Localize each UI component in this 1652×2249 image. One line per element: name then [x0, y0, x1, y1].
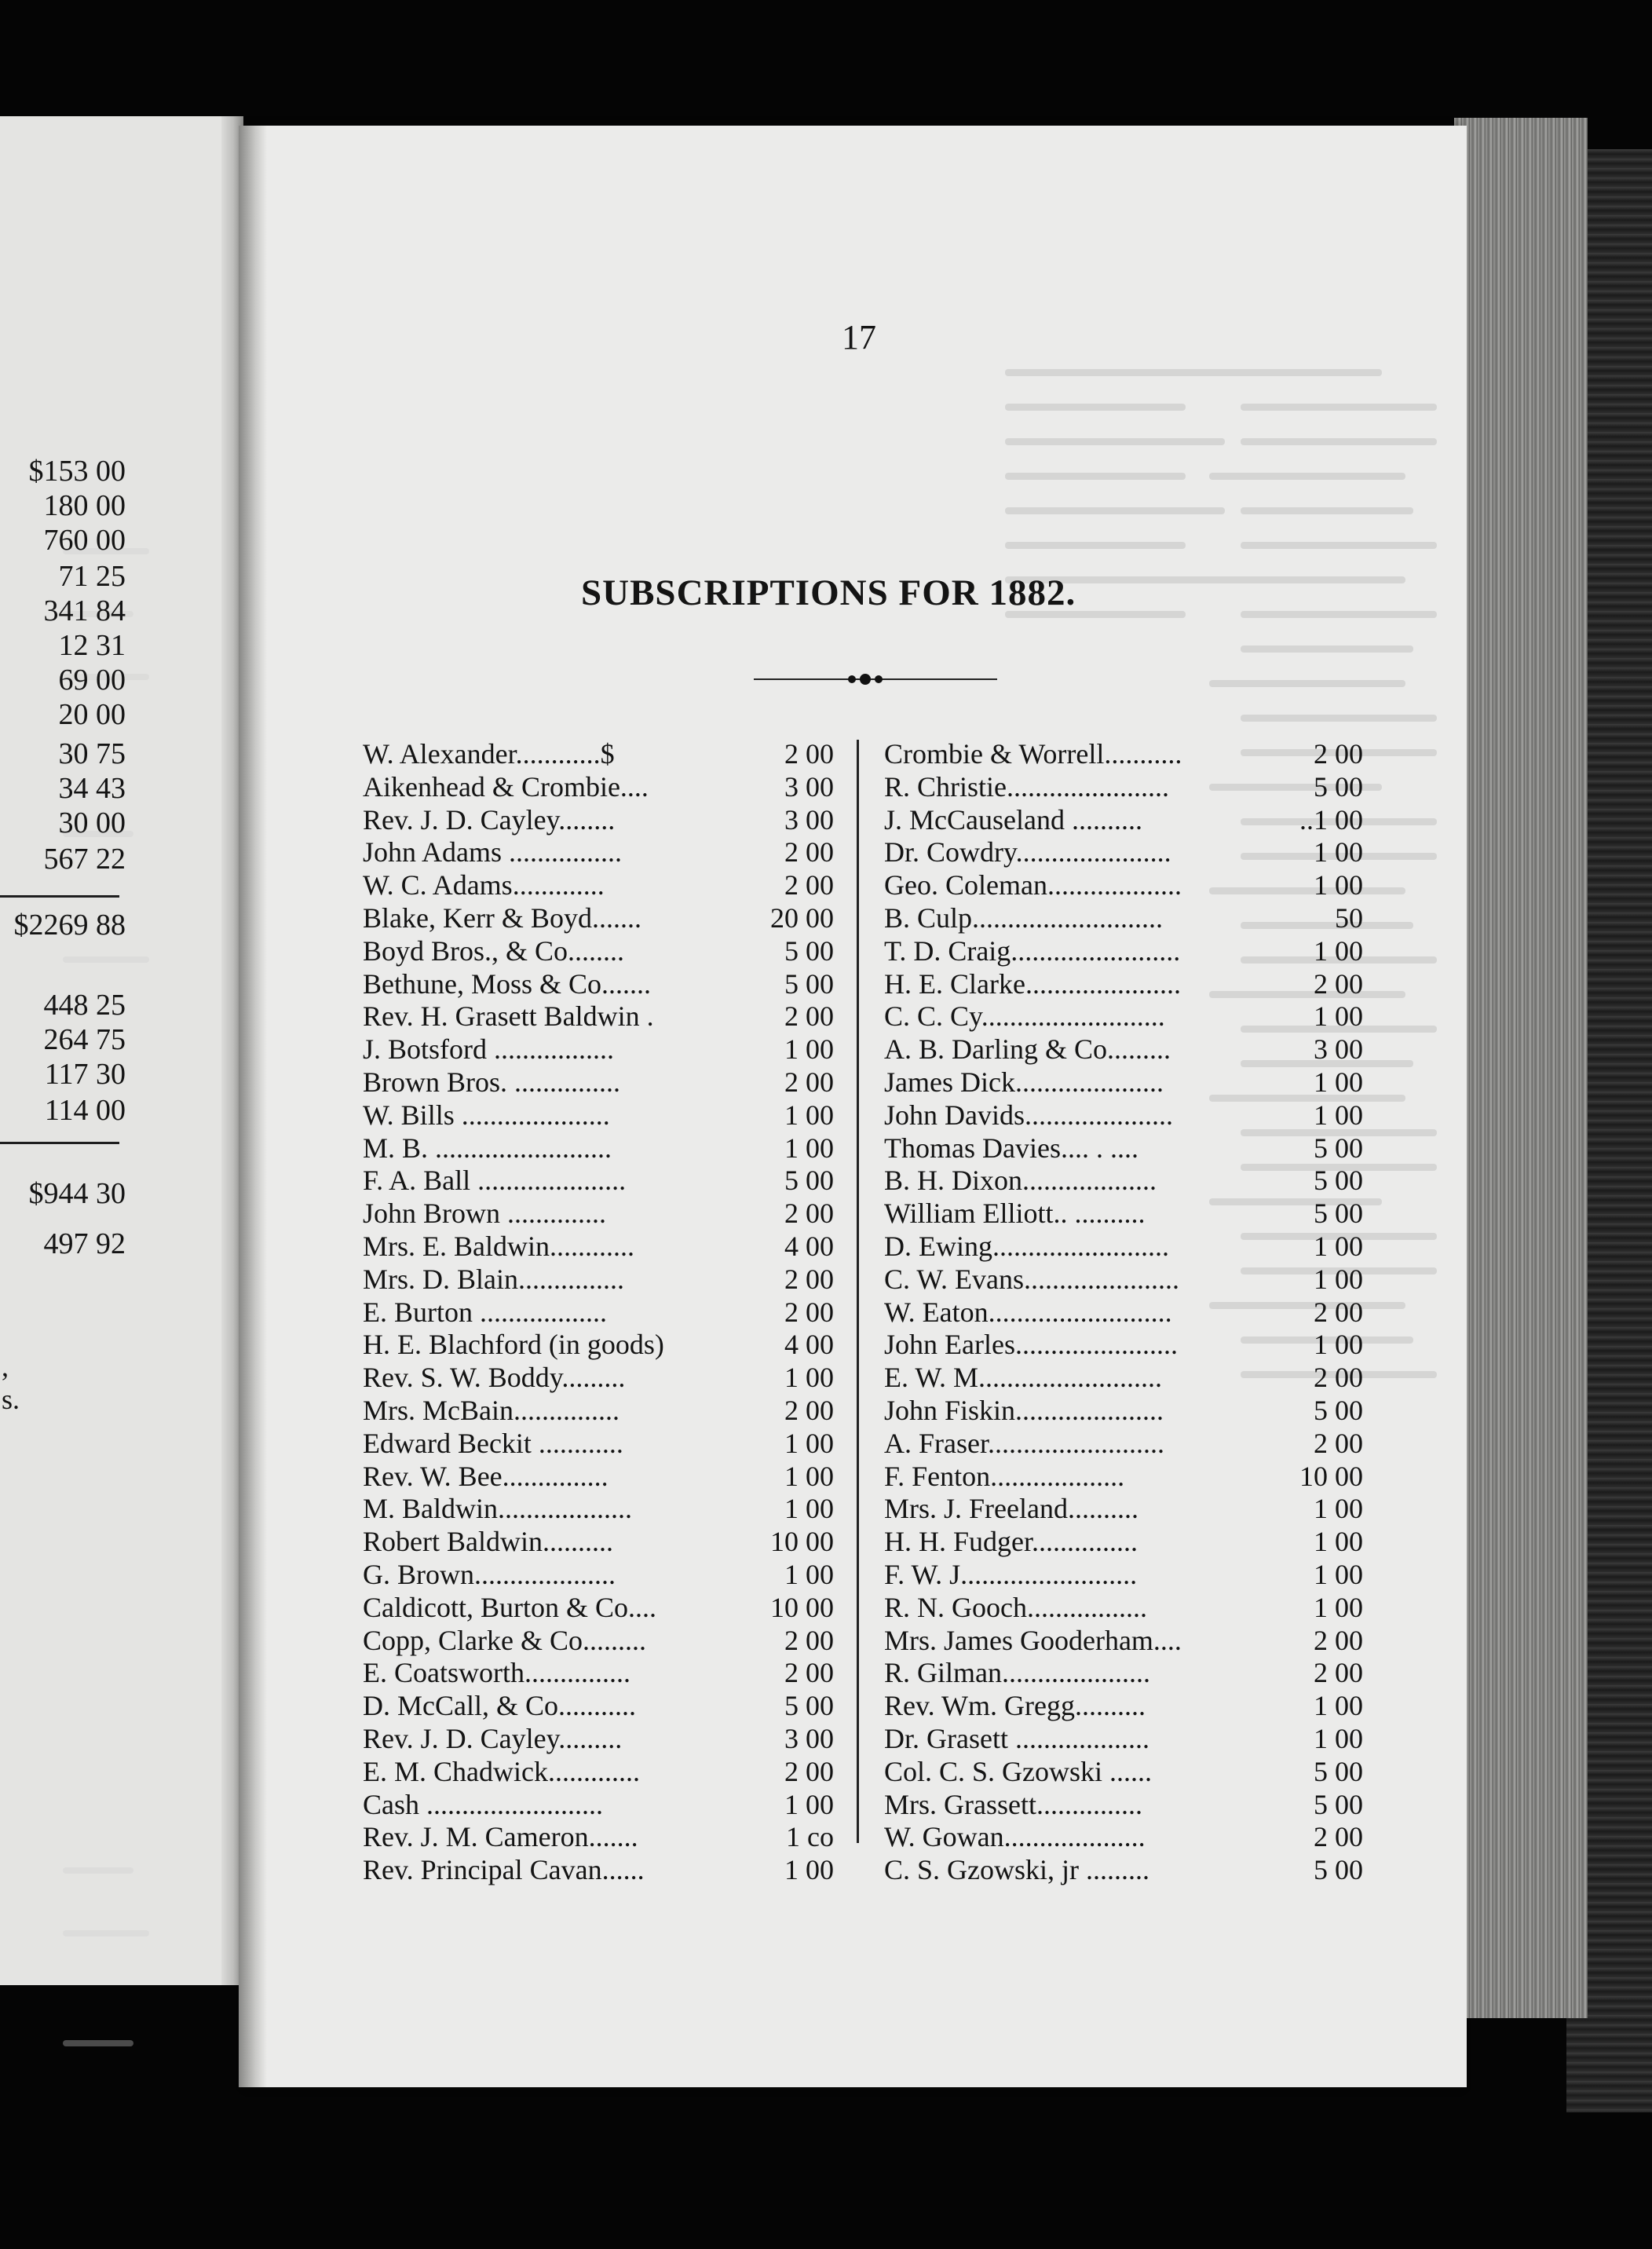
subscriber-name: J. Botsford ................. [363, 1033, 615, 1066]
subscription-row [363, 1592, 834, 1625]
subscription-amount: 10 00 [1299, 1460, 1363, 1492]
subscriber-name: Bethune, Moss & Co....... [363, 967, 652, 1000]
subscription-row [363, 1428, 834, 1461]
subscriber-name: Rev. J. D. Cayley........ [363, 803, 616, 836]
left-page-amount: 760 00 [43, 524, 126, 557]
left-page-amount-row [0, 773, 126, 804]
subscription-amount: 3 00 [1314, 1033, 1363, 1066]
subscription-amount: 2 00 [784, 1000, 834, 1033]
subscriber-name: John Fiskin..................... [884, 1394, 1164, 1426]
left-page-amount-row [0, 561, 126, 592]
subscription-amount: 1 00 [1314, 1066, 1363, 1098]
subscription-row [363, 1132, 834, 1165]
subscription-row [884, 1198, 1363, 1231]
subscriptions-column-left [363, 738, 834, 1887]
subscription-row [884, 1756, 1363, 1789]
subscription-amount: 1 00 [1314, 1722, 1363, 1754]
subscription-amount: 2 00 [784, 1394, 834, 1426]
subscriptions-column-right [884, 738, 1363, 1887]
subscriber-name: M. B. ......................... [363, 1132, 612, 1164]
subscription-row [363, 1461, 834, 1494]
subscriber-name: Crombie & Worrell........... [884, 738, 1182, 770]
subscription-amount: 1 00 [784, 1132, 834, 1164]
subscriber-name: A. B. Darling & Co......... [884, 1033, 1171, 1066]
subscription-amount: 5 00 [784, 1690, 834, 1722]
page-number: 17 [842, 318, 876, 357]
subscriber-name: E. Burton .................. [363, 1296, 607, 1328]
subscriber-name: Thomas Davies.... . .... [884, 1132, 1138, 1164]
subscription-row [884, 738, 1363, 771]
subscriber-name: R. Gilman..................... [884, 1657, 1150, 1689]
subscription-row [884, 1132, 1363, 1165]
left-page-amount: 12 31 [58, 629, 126, 662]
left-page [0, 116, 236, 1985]
left-page-amount-row [0, 455, 126, 487]
subscription-amount: 2 00 [784, 738, 834, 770]
subscription-row [884, 968, 1363, 1001]
sum-rule [0, 1142, 119, 1144]
subscription-row [884, 1428, 1363, 1461]
left-page-amount-row [0, 699, 126, 730]
subscription-amount: 5 00 [1314, 1788, 1363, 1820]
subscriber-name: Copp, Clarke & Co......... [363, 1624, 646, 1656]
subscription-amount: 1 00 [1314, 1230, 1363, 1262]
subscriber-name: Rev. W. Bee............... [363, 1460, 609, 1492]
subscription-row [363, 1559, 834, 1592]
subscription-row [363, 1066, 834, 1099]
subscription-row [363, 836, 834, 869]
subscription-amount: 1 00 [784, 1460, 834, 1492]
subscription-row [884, 1329, 1363, 1362]
subscriber-name: Mrs. J. Freeland.......... [884, 1493, 1138, 1525]
subscriber-name: Brown Bros. ............... [363, 1066, 621, 1098]
left-page-amount-row [0, 1095, 126, 1126]
subscription-amount: 2 00 [1314, 1427, 1363, 1459]
subscription-row [884, 836, 1363, 869]
left-page-amount: $2269 88 [13, 909, 126, 942]
subscription-row [884, 1099, 1363, 1132]
subscription-row [884, 771, 1363, 804]
subscriber-name: D. Ewing......................... [884, 1230, 1169, 1262]
subscription-row [363, 1099, 834, 1132]
subscription-amount: 5 00 [1314, 1755, 1363, 1787]
subscription-row [363, 1821, 834, 1854]
left-page-fragment: , [2, 1351, 9, 1382]
left-page-amount: 69 00 [58, 664, 126, 697]
subscriber-name: G. Brown.................... [363, 1558, 616, 1590]
subscriber-name: A. Fraser......................... [884, 1427, 1164, 1459]
subscription-row [363, 1493, 834, 1526]
subscriber-name: Col. C. S. Gzowski ...... [884, 1755, 1153, 1787]
left-page-amount: 448 25 [43, 989, 126, 1022]
left-page-amount-row [0, 909, 126, 941]
subscriber-name: Rev. Wm. Gregg.......... [884, 1690, 1146, 1722]
subscription-amount: 5 00 [784, 967, 834, 1000]
subscriber-name: William Elliott.. .......... [884, 1198, 1146, 1230]
subscriber-name: W. Alexander............$ [363, 738, 615, 770]
right-gutter [239, 126, 267, 2087]
subscription-amount: 2 00 [784, 1296, 834, 1328]
subscriber-name: J. McCauseland .......... [884, 803, 1142, 836]
subscription-row [363, 1263, 834, 1296]
subscription-row [363, 738, 834, 771]
subscriber-name: Mrs. Grassett............... [884, 1788, 1142, 1820]
subscriber-name: Rev. J. M. Cameron....... [363, 1821, 638, 1853]
subscription-row [884, 1854, 1363, 1887]
subscriber-name: W. Eaton.......................... [884, 1296, 1172, 1328]
subscription-row [363, 1723, 834, 1756]
subscriber-name: R. Christie....................... [884, 770, 1170, 803]
subscription-row [363, 1296, 834, 1329]
subscription-amount: 2 00 [1314, 1296, 1363, 1328]
subscription-row [363, 869, 834, 902]
subscription-row [884, 902, 1363, 935]
subscription-row [884, 804, 1363, 837]
left-page-amount-row [0, 1228, 126, 1260]
left-page-amount: 117 30 [44, 1058, 126, 1091]
subscription-row [363, 1362, 834, 1395]
subscription-amount: 1 00 [1314, 1099, 1363, 1131]
subscription-row [884, 935, 1363, 968]
subscription-row [363, 771, 834, 804]
subscription-amount: 2 00 [784, 836, 834, 869]
left-page-amount-row [0, 807, 126, 839]
left-page-amount-row [0, 989, 126, 1021]
subscription-row [363, 1657, 834, 1690]
left-page-amount-row [0, 595, 126, 627]
subscriber-name: Aikenhead & Crombie.... [363, 770, 649, 803]
subscription-row [363, 1033, 834, 1066]
left-page-amount-row [0, 843, 126, 875]
subscription-amount: 1 00 [784, 1033, 834, 1066]
subscriber-name: W. Bills ..................... [363, 1099, 610, 1131]
subscriber-name: Rev. S. W. Boddy......... [363, 1362, 626, 1394]
left-page-amount-row [0, 490, 126, 521]
subscription-amount: 2 00 [784, 1624, 834, 1656]
subscription-amount: 50 [1335, 901, 1363, 934]
subscription-row [363, 1165, 834, 1198]
subscriber-name: Cash ......................... [363, 1788, 603, 1820]
left-page-amount: 341 84 [43, 594, 126, 627]
subscription-row [884, 1559, 1363, 1592]
subscriber-name: E. W. M.......................... [884, 1362, 1163, 1394]
subscription-row [884, 1165, 1363, 1198]
subscription-amount: 1 00 [1314, 1526, 1363, 1558]
subscription-row [363, 1526, 834, 1559]
subscription-amount: 1 00 [784, 1558, 834, 1590]
subscription-row [884, 1033, 1363, 1066]
subscription-amount: 2 00 [1314, 1624, 1363, 1656]
subscriber-name: Geo. Coleman................... [884, 869, 1182, 901]
left-page-amount-row [0, 630, 126, 661]
subscriber-name: Mrs. D. Blain............... [363, 1263, 624, 1295]
subscription-amount: 1 00 [784, 1427, 834, 1459]
subscription-row [884, 1821, 1363, 1854]
subscription-amount: 1 00 [1314, 1558, 1363, 1590]
subscription-amount: 1 co [786, 1821, 834, 1853]
ornament-divider [754, 671, 997, 686]
left-page-amount-row [0, 525, 126, 556]
left-page-amount: 567 22 [43, 843, 126, 876]
subscription-amount: 5 00 [784, 1165, 834, 1197]
subscription-amount: 1 00 [784, 1788, 834, 1820]
subscriber-name: John Adams ................ [363, 836, 623, 869]
subscriber-name: F. Fenton................... [884, 1460, 1125, 1492]
subscription-amount: 1 00 [784, 1099, 834, 1131]
subscription-amount: 2 00 [784, 1657, 834, 1689]
subscription-amount: 2 00 [784, 869, 834, 901]
subscription-amount: 1 00 [1314, 1000, 1363, 1033]
subscription-amount: 5 00 [1314, 1394, 1363, 1426]
subscriber-name: F. A. Ball ..................... [363, 1165, 627, 1197]
subscriber-name: H. H. Fudger............... [884, 1526, 1138, 1558]
subscription-amount: 2 00 [1314, 1657, 1363, 1689]
subscriber-name: James Dick..................... [884, 1066, 1164, 1098]
subscriber-name: W. Gowan.................... [884, 1821, 1146, 1853]
subscription-amount: 3 00 [784, 803, 834, 836]
subscription-amount: 4 00 [784, 1230, 834, 1262]
subscription-row [884, 869, 1363, 902]
left-page-amount: $944 30 [28, 1177, 126, 1210]
subscription-amount: 1 00 [1314, 1690, 1363, 1722]
subscription-amount: 1 00 [1314, 1591, 1363, 1623]
subscription-amount: 2 00 [1314, 1362, 1363, 1394]
subscriber-name: B. H. Dixon................... [884, 1165, 1157, 1197]
left-page-amount-row [0, 1024, 126, 1055]
subscriber-name: T. D. Craig........................ [884, 934, 1181, 967]
subscriber-name: H. E. Clarke...................... [884, 967, 1181, 1000]
sum-rule [0, 895, 119, 898]
subscriber-name: R. N. Gooch................. [884, 1591, 1147, 1623]
subscriber-name: E. M. Chadwick............. [363, 1755, 640, 1787]
left-page-amount-row [0, 738, 126, 770]
subscription-amount: 20 00 [770, 901, 834, 934]
subscription-row [363, 1690, 834, 1723]
subscriber-name: Robert Baldwin.......... [363, 1526, 613, 1558]
subscriber-name: Rev. Principal Cavan...... [363, 1854, 645, 1886]
left-page-fragment: s. [2, 1384, 20, 1415]
subscription-amount: 5 00 [1314, 770, 1363, 803]
subscription-row [884, 1493, 1363, 1526]
left-page-amount: 34 43 [58, 772, 126, 805]
subscription-amount: 1 00 [1314, 934, 1363, 967]
subscription-amount: 2 00 [784, 1066, 834, 1098]
subscription-amount: 5 00 [1314, 1854, 1363, 1886]
subscription-amount: 1 00 [1314, 1329, 1363, 1361]
subscriber-name: B. Culp........................... [884, 901, 1164, 934]
subscriber-name: John Earles....................... [884, 1329, 1178, 1361]
subscription-row [884, 1625, 1363, 1658]
left-page-amount: 30 00 [58, 806, 126, 839]
subscription-amount: 5 00 [1314, 1165, 1363, 1197]
subscription-amount: 5 00 [784, 934, 834, 967]
subscription-amount: 3 00 [784, 1722, 834, 1754]
subscriber-name: C. W. Evans...................... [884, 1263, 1180, 1295]
subscription-row [363, 1625, 834, 1658]
subscription-row [884, 1395, 1363, 1428]
left-page-amount: 180 00 [43, 489, 126, 522]
subscription-amount: ..1 00 [1299, 803, 1363, 836]
subscription-row [363, 1756, 834, 1789]
subscriber-name: Dr. Cowdry...................... [884, 836, 1171, 869]
subscriber-name: Dr. Grasett ................... [884, 1722, 1149, 1754]
subscription-amount: 2 00 [784, 1198, 834, 1230]
subscriber-name: Boyd Bros., & Co........ [363, 934, 625, 967]
subscription-amount: 10 00 [770, 1526, 834, 1558]
subscription-row [884, 1000, 1363, 1033]
subscription-row [884, 1231, 1363, 1263]
subscription-amount: 1 00 [1314, 1493, 1363, 1525]
subscription-amount: 2 00 [784, 1755, 834, 1787]
subscription-amount: 1 00 [1314, 869, 1363, 901]
subscriber-name: Rev. J. D. Cayley......... [363, 1722, 623, 1754]
subscription-amount: 4 00 [784, 1329, 834, 1361]
subscription-amount: 10 00 [770, 1591, 834, 1623]
subscription-amount: 1 00 [784, 1493, 834, 1525]
subscription-row [884, 1362, 1363, 1395]
subscription-amount: 2 00 [1314, 738, 1363, 770]
subscription-amount: 1 00 [1314, 1263, 1363, 1295]
subscription-amount: 1 00 [1314, 836, 1363, 869]
subscription-row [363, 1231, 834, 1263]
subscription-row [363, 1198, 834, 1231]
left-page-amount: 71 25 [58, 560, 126, 593]
subscription-row [363, 1329, 834, 1362]
subscriber-name: M. Baldwin................... [363, 1493, 633, 1525]
subscription-amount: 1 00 [784, 1854, 834, 1886]
subscription-amount: 1 00 [784, 1362, 834, 1394]
subscription-row [363, 1000, 834, 1033]
subscriber-name: H. E. Blachford (in goods) [363, 1329, 664, 1361]
subscriber-name: Blake, Kerr & Boyd....... [363, 901, 641, 934]
subscription-row [363, 1395, 834, 1428]
subscriber-name: John Brown .............. [363, 1198, 607, 1230]
subscriber-name: Edward Beckit ............ [363, 1427, 623, 1459]
subscriber-name: E. Coatsworth............... [363, 1657, 630, 1689]
left-page-amount: 264 75 [43, 1023, 126, 1056]
subscriber-name: Mrs. E. Baldwin............ [363, 1230, 634, 1262]
subscriber-name: Mrs. McBain............... [363, 1394, 620, 1426]
left-page-amount: 497 92 [43, 1227, 126, 1260]
subscription-row [884, 1526, 1363, 1559]
subscriber-name: Caldicott, Burton & Co.... [363, 1591, 656, 1623]
subscription-row [363, 804, 834, 837]
page-edges [1454, 118, 1588, 2018]
subscriber-name: John Davids..................... [884, 1099, 1173, 1131]
left-page-amount: 30 75 [58, 737, 126, 770]
subscription-row [884, 1657, 1363, 1690]
subscriber-name: Rev. H. Grasett Baldwin . [363, 1000, 654, 1033]
subscription-row [363, 935, 834, 968]
left-page-amount-row [0, 1059, 126, 1090]
subscriber-name: F. W. J......................... [884, 1558, 1138, 1590]
subscriber-name: D. McCall, & Co........... [363, 1690, 636, 1722]
subscription-row [884, 1723, 1363, 1756]
left-page-amount-row [0, 1178, 126, 1209]
subscription-row [884, 1296, 1363, 1329]
page-heading: SUBSCRIPTIONS FOR 1882. [581, 572, 1076, 613]
subscriber-name: W. C. Adams............. [363, 869, 605, 901]
subscription-amount: 5 00 [1314, 1198, 1363, 1230]
left-page-amount: 20 00 [58, 698, 126, 731]
subscription-amount: 2 00 [784, 1263, 834, 1295]
subscription-row [884, 1592, 1363, 1625]
subscription-amount: 3 00 [784, 770, 834, 803]
subscriber-name: C. C. Cy.......................... [884, 1000, 1165, 1033]
left-page-amount-row [0, 664, 126, 696]
subscription-row [884, 1789, 1363, 1822]
left-page-amount: 114 00 [44, 1094, 126, 1127]
subscription-row [884, 1263, 1363, 1296]
subscription-row [884, 1066, 1363, 1099]
subscriber-name: C. S. Gzowski, jr ......... [884, 1854, 1150, 1886]
subscription-amount: 2 00 [1314, 967, 1363, 1000]
subscription-row [363, 1854, 834, 1887]
subscription-row [363, 968, 834, 1001]
subscription-row [884, 1461, 1363, 1494]
subscription-amount: 2 00 [1314, 1821, 1363, 1853]
subscriber-name: Mrs. James Gooderham.... [884, 1624, 1182, 1656]
column-divider [857, 740, 859, 1843]
subscription-amount: 5 00 [1314, 1132, 1363, 1164]
subscription-row [363, 1789, 834, 1822]
left-page-amount: $153 00 [28, 455, 126, 488]
subscription-row [884, 1690, 1363, 1723]
subscription-row [363, 902, 834, 935]
